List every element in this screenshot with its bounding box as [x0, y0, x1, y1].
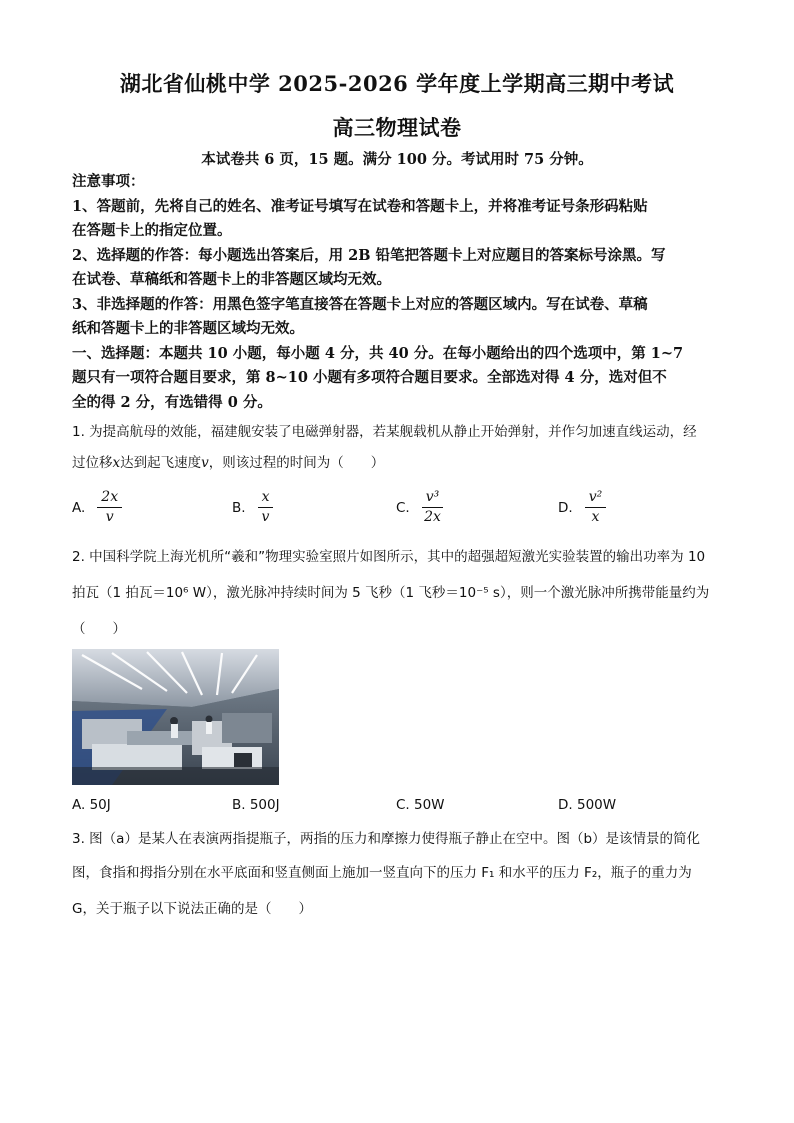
- q2-option-a[interactable]: A. 50J: [72, 797, 111, 813]
- var-x: x: [112, 455, 121, 471]
- q3-stem-line3: G，关于瓶子以下说法正确的是（ ）: [72, 901, 312, 917]
- note-line: 在试卷、草稿纸和答题卡上的非答题区域均无效。: [72, 271, 391, 288]
- q1-option-d[interactable]: D. $\frac{\text{v²}}{x}$: [558, 489, 606, 526]
- q2-stem-line1: 2. 中国科学院上海光机所“羲和”物理实验室照片如图所示，其中的超强超短激光实验装置的输出功率为 10: [72, 549, 706, 565]
- q2-option-b[interactable]: B. 500J: [232, 797, 280, 813]
- laser-lab-photo: [72, 649, 279, 785]
- note-line: 2、选择题的作答：每小题选出答案后，用 2B 铅笔把答题卡上对应题目的答案标号涂黑。写: [72, 246, 666, 264]
- q3-stem-line2: 图，食指和拇指分别在水平底面和竖直侧面上施加一竖直向下的压力 F₁ 和水平的压力 F₂，瓶子的重力为: [72, 865, 692, 881]
- note-line: 1、答题前，先将自己的姓名、准考证号填写在试卷和答题卡上，并将准考证号条形码粘贴: [72, 197, 648, 215]
- q1-option-b[interactable]: B. $\frac{x}{v}$: [232, 489, 273, 526]
- note-line: 在答题卡上的指定位置。: [72, 222, 232, 239]
- note-line: 纸和答题卡上的非答题区域均无效。: [72, 320, 304, 337]
- q2-stem-line3: （ ）: [72, 621, 126, 637]
- section-instruction: 题只有一项符合题目要求，第 8~10 小题有多项符合题目要求。全部选对得 4 分，选对但不: [72, 369, 667, 386]
- q1-stem-line1: 1. 为提高航母的效能，福建舰安装了电磁弹射器，若某舰载机从静止开始弹射，并作匀加速直线运动，经: [72, 424, 697, 440]
- section-instruction: 一、选择题：本题共 10 小题，每小题 4 分，共 40 分。在每小题给出的四个选项中，第 1~7: [72, 344, 684, 362]
- var-v: v: [201, 455, 209, 471]
- exam-title: 湖北省仙桃中学 2025-2026 学年度上学期高三期中考试: [119, 71, 675, 96]
- exam-info: 本试卷共 6 页，15 题。满分 100 分。考试用时 75 分钟。: [201, 151, 593, 168]
- q3-stem-line1: 3. 图（a）是某人在表演两指提瓶子，两指的压力和摩擦力使得瓶子静止在空中。图（b）是该情景的简化: [72, 831, 701, 847]
- q1-option-a[interactable]: A. $\frac{2x}{v}$: [72, 489, 122, 526]
- q1-option-c[interactable]: C. $\frac{\text{v³}}{2x}$: [396, 489, 443, 526]
- note-line: 3、非选择题的作答：用黑色签字笔直接答在答题卡上对应的答题区域内。写在试卷、草稿: [72, 295, 648, 313]
- section-instruction: 全的得 2 分，有选错得 0 分。: [72, 393, 272, 411]
- notes-heading: 注意事项：: [72, 173, 145, 190]
- q2-stem-line2: 拍瓦（1 拍瓦＝10⁶ W），激光脉冲持续时间为 5 飞秒（1 飞秒＝10⁻⁵ s），则一个激光脉冲所携带能量约为: [72, 585, 710, 601]
- q2-option-c[interactable]: C. 50W: [396, 797, 445, 813]
- q2-option-d[interactable]: D. 500W: [558, 797, 617, 813]
- exam-subtitle: 高三物理试卷: [332, 115, 462, 140]
- q1-stem-line2: 过位移x达到起飞速度v，则该过程的时间为（ ）: [72, 455, 385, 471]
